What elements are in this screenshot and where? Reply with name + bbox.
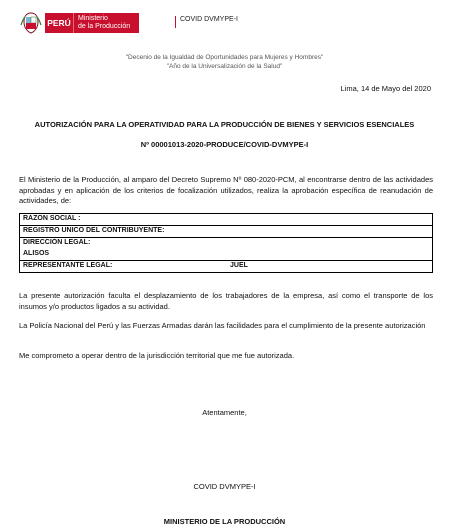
decenio-line2: "Año de la Universalización de la Salud"	[166, 63, 283, 70]
direccion-value: ALISOS	[20, 249, 433, 261]
table-row	[20, 249, 433, 261]
peru-coat-of-arms-icon	[20, 11, 42, 35]
authorization-paragraph: La presente autorización faculta el desplazamiento de los trabajadores de la empresa, así como el transporte de los insumos y/o productos ligados a su actividad.	[19, 291, 433, 311]
country-badge: PERÚ	[45, 13, 73, 33]
table-row	[20, 261, 433, 273]
commitment-paragraph: Me comprometo a operar dentro de la jurisdicción territorial que me fue autorizada.	[19, 351, 295, 360]
closing-text: Atentamente,	[202, 408, 247, 417]
document-number: Nº 00001013-2020-PRODUCE/COVID-DVMYPE-I	[140, 140, 309, 149]
company-data-table	[19, 213, 433, 273]
header-divider	[175, 16, 176, 28]
police-paragraph: La Policía Nacional del Perú y las Fuerzas Armadas darán las facilidades para el cumplimiento de la presente autorización	[19, 321, 426, 330]
header-label: COVID DVMYPE-I	[180, 16, 238, 23]
representante-label: REPRESENTANTE LEGAL:	[23, 262, 113, 269]
razon-social-label: RAZON SOCIAL :	[20, 214, 433, 226]
table-row	[20, 238, 433, 250]
ministry-badge	[73, 13, 139, 33]
table-row	[20, 214, 433, 226]
ruc-label: REGISTRO UNICO DEL CONTRIBUYENTE:	[20, 226, 433, 238]
document-date: Lima, 14 de Mayo del 2020	[340, 84, 431, 93]
ministry-line2: de la Producción	[78, 23, 131, 30]
signature-org: MINISTERIO DE LA PRODUCCIÓN	[163, 517, 286, 526]
representante-value: JUEL	[230, 262, 248, 269]
signature-name: COVID DVMYPE-I	[193, 482, 256, 491]
table-row	[20, 226, 433, 238]
decenio-line1: "Decenio de la Igualdad de Oportunidades para Mujeres y Hombres"	[125, 54, 324, 61]
letterhead	[20, 10, 139, 36]
intro-paragraph: El Ministerio de la Producción, al amparo del Decreto Supremo Nº 080-2020-PCM, al encontrarse dentro de las actividades aprobadas y en aplicación de los criterios de focalización utilizados, realiza la aprobación específica de reanudación de actividades, de:	[19, 175, 433, 205]
decenio-motto	[0, 53, 449, 71]
direccion-label: DIRECCIÓN LEGAL:	[20, 238, 433, 250]
representante-cell	[20, 261, 433, 273]
document-title: AUTORIZACIÓN PARA LA OPERATIVIDAD PARA LA PRODUCCIÓN DE BIENES Y SERVICIOS ESENCIALES	[34, 120, 415, 129]
ministry-line1: Ministerio	[78, 15, 108, 22]
